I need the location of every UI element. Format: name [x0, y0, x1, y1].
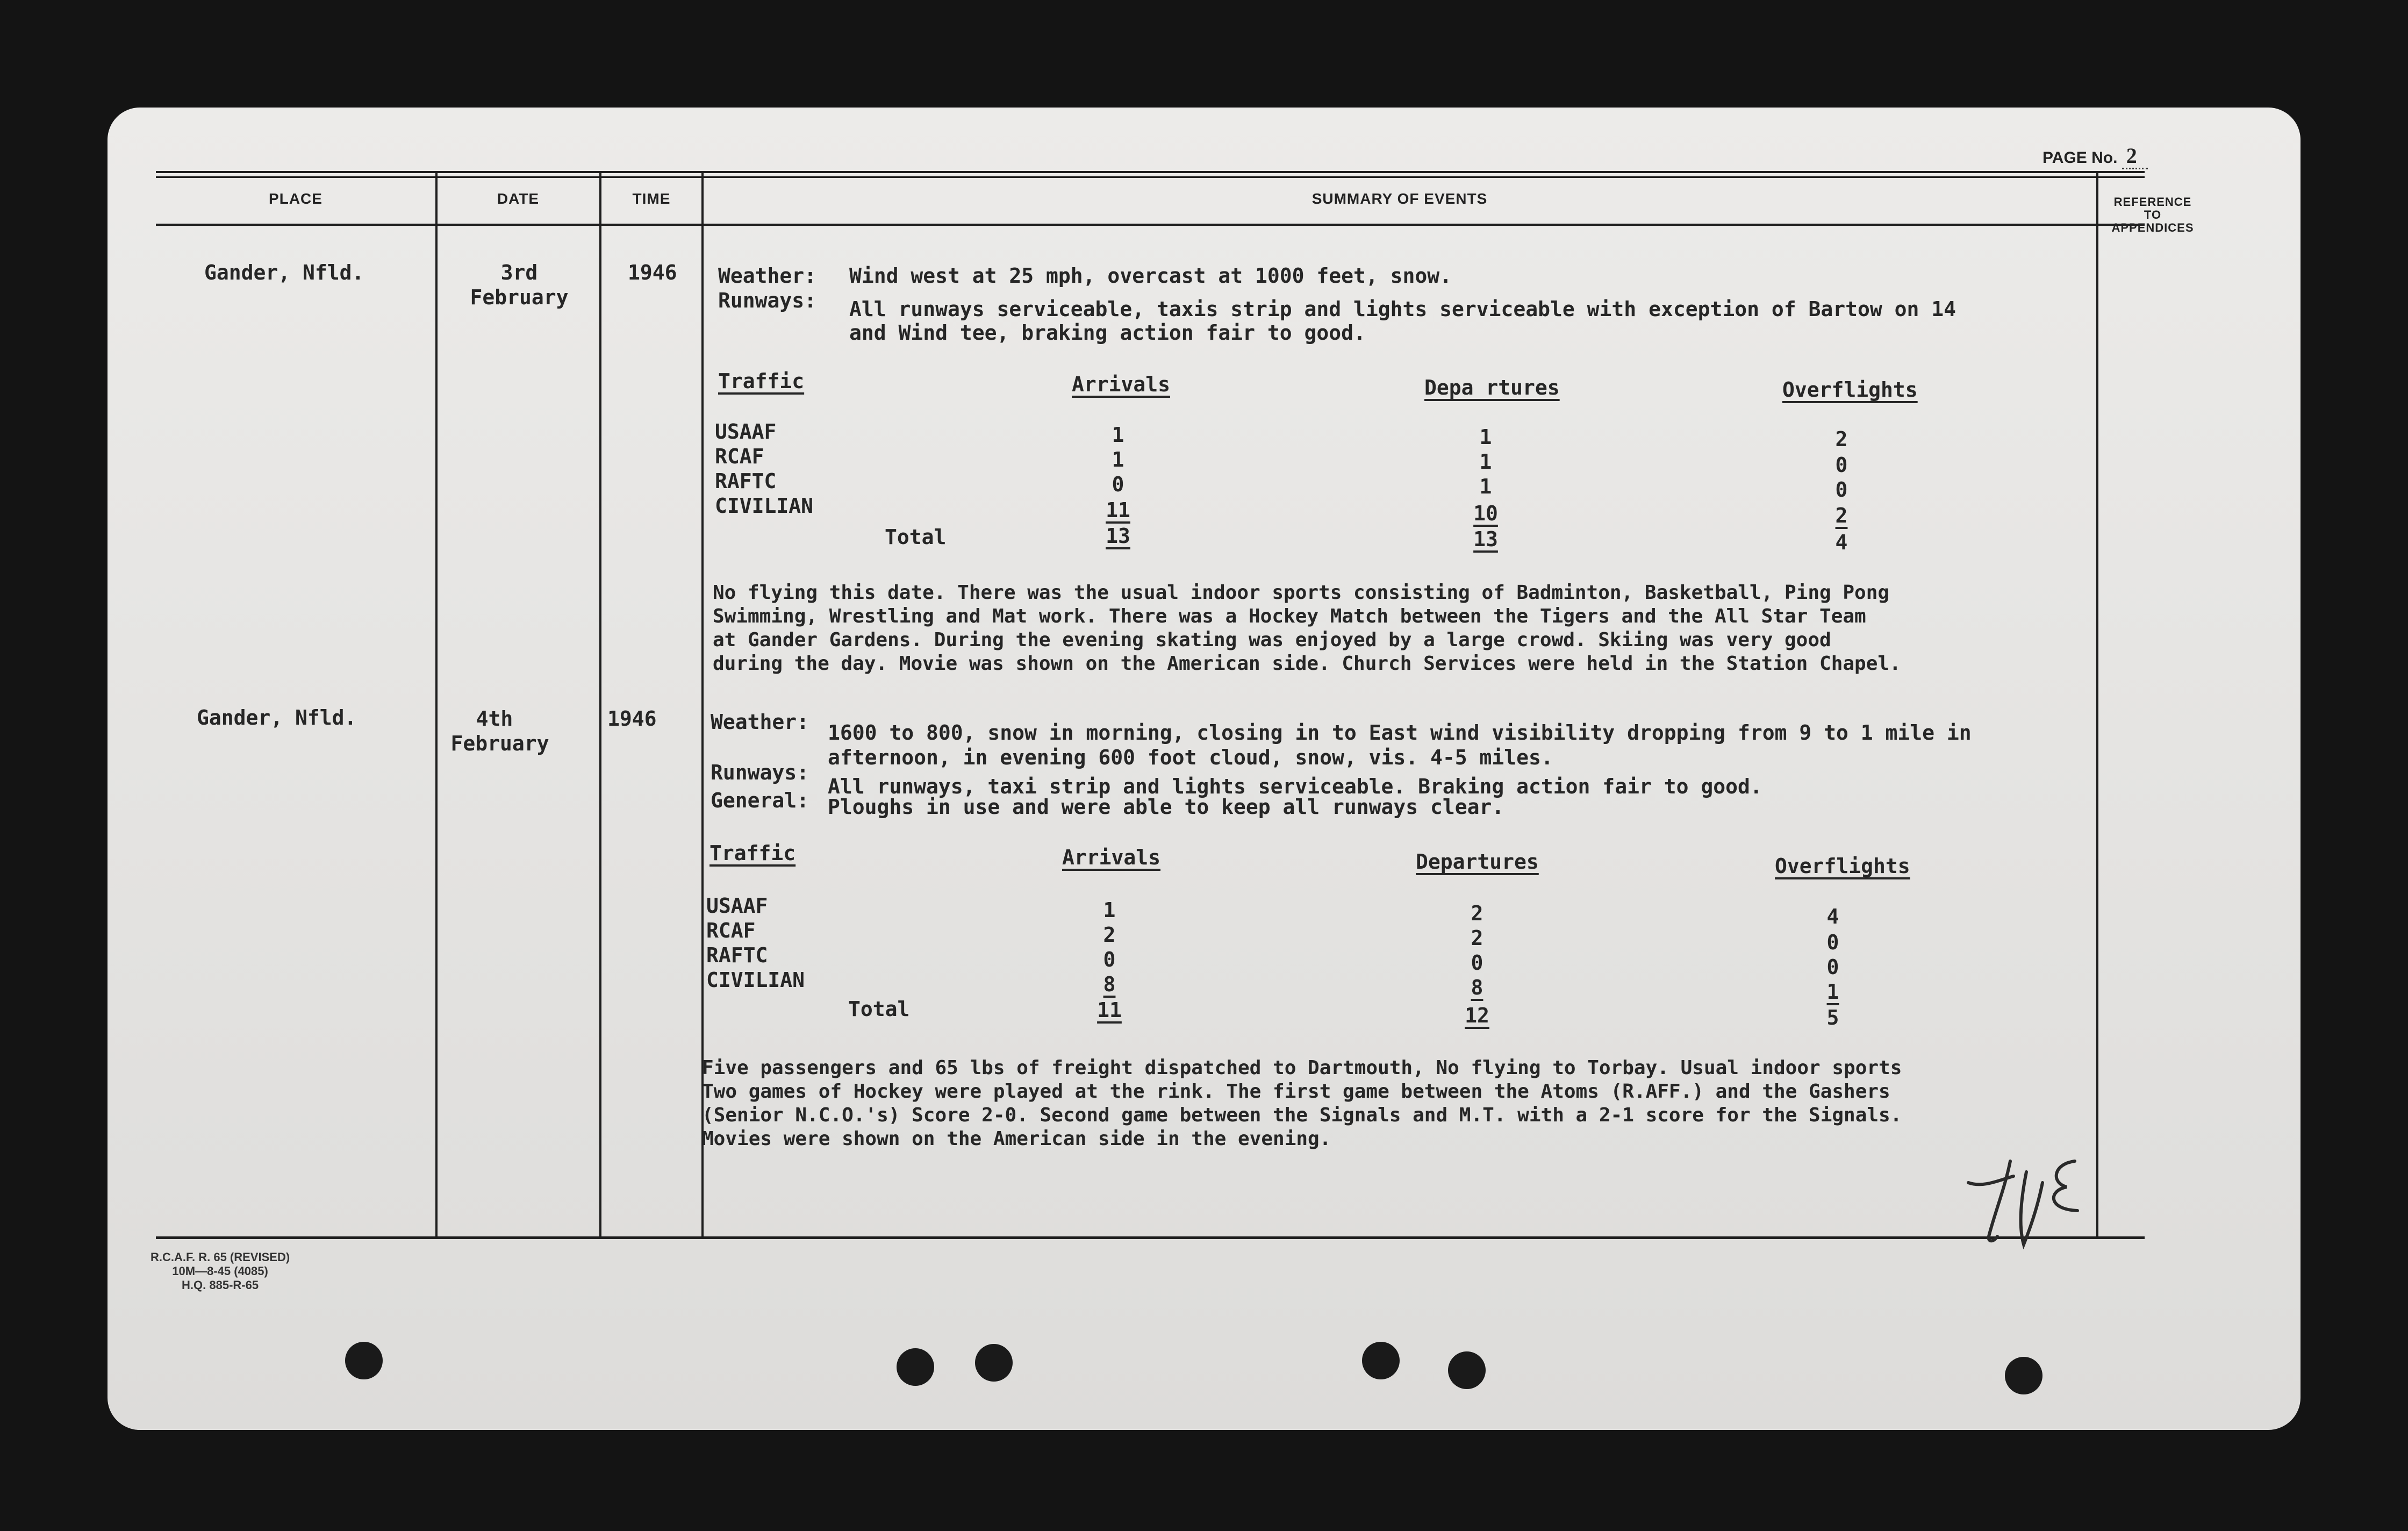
divider-date-time [599, 173, 601, 1237]
entry2-overflights-header: Overflights [1775, 854, 1910, 878]
entry1-row4-name: CIVILIAN [715, 494, 814, 518]
entry2-general-label: General: [711, 789, 809, 812]
entry2-row1-departures: 2 [1471, 902, 1484, 925]
entry1-row1-name: USAAF [715, 420, 777, 443]
entry2-traffic-header: Traffic [710, 841, 796, 865]
entry1-departures-header: Depa rtures [1424, 376, 1560, 399]
entry2-row1-arrivals: 1 [1103, 898, 1116, 922]
signature-initials [1962, 1150, 2086, 1253]
entry1-row1-arrivals: 1 [1112, 423, 1124, 447]
column-header-place: PLACE [269, 190, 322, 207]
punch-hole [975, 1344, 1013, 1382]
entry2-narrative-line2: Two games of Hockey were played at the rink. The first game between the Atoms (R.AFF.) and the Gashers [702, 1081, 1890, 1103]
entry1-date-day: 3rd [500, 261, 538, 284]
entry1-narrative-line1: No flying this date. There was the usual indoor sports consisting of Badminton, Basketball, Ping Pong [713, 582, 1890, 604]
entry2-general-text: Ploughs in use and were able to keep all runways clear. [828, 795, 1504, 819]
entry1-weather-label: Weather: [718, 264, 817, 288]
entry1-narrative-line2: Swimming, Wrestling and Mat work. There was a Hockey Match between the Tigers and the All Star Team [713, 605, 1866, 627]
page-number-value: 2 [2122, 144, 2148, 169]
entry1-row2-name: RCAF [715, 445, 764, 468]
entry1-date-month: February [470, 285, 569, 309]
entry2-row4-name: CIVILIAN [706, 968, 805, 992]
entry2-row2-overflights: 0 [1826, 931, 1839, 954]
entry1-row2-departures: 1 [1479, 450, 1492, 474]
form-identifier [150, 1250, 290, 1292]
punch-hole [1362, 1342, 1400, 1379]
entry1-runways-line1: All runways serviceable, taxis strip and lights serviceable with exception of Bartow on 14 [849, 297, 1956, 321]
column-header-summary: SUMMARY OF EVENTS [1312, 190, 1488, 207]
entry1-total-arrivals: 13 [1106, 524, 1130, 548]
entry2-row4-departures: 8 [1471, 976, 1484, 999]
entry1-row4-departures: 10 [1473, 502, 1498, 525]
punch-hole [2005, 1357, 2042, 1394]
column-header-date: DATE [497, 190, 540, 207]
column-header-time: TIME [632, 190, 671, 207]
entry1-row2-arrivals: 1 [1112, 448, 1124, 471]
entry2-row1-name: USAAF [706, 894, 768, 918]
entry2-total-departures: 12 [1465, 1004, 1489, 1027]
form-id-line2: 10M—8-45 (4085) [172, 1264, 268, 1278]
entry1-row2-overflights: 0 [1835, 453, 1848, 477]
entry1-total-overflights: 4 [1835, 531, 1848, 554]
entry2-row3-arrivals: 0 [1103, 948, 1116, 971]
entry2-date-month: February [450, 732, 549, 755]
entry1-traffic-header: Traffic [718, 369, 805, 393]
entry2-departures-header: Departures [1416, 850, 1539, 874]
entry1-row3-name: RAFTC [715, 469, 777, 493]
entry1-runways-line2: and Wind tee, braking action fair to good. [849, 321, 1366, 345]
divider-place-date [435, 173, 438, 1237]
entry2-row3-overflights: 0 [1826, 955, 1839, 979]
entry1-row3-overflights: 0 [1835, 478, 1848, 502]
entry2-row3-departures: 0 [1471, 951, 1484, 975]
entry2-weather-label: Weather: [711, 710, 809, 734]
entry2-row2-arrivals: 2 [1103, 923, 1116, 947]
entry2-place: Gander, Nfld. [197, 706, 357, 729]
punch-hole [345, 1342, 383, 1379]
page-number [2042, 143, 2148, 168]
entry2-row2-departures: 2 [1471, 926, 1484, 950]
column-header-reference: REFERENCE TO APPENDICES [2111, 195, 2194, 234]
entry2-arrivals-header: Arrivals [1062, 846, 1161, 869]
punch-hole [897, 1348, 934, 1386]
entry1-row3-departures: 1 [1479, 475, 1492, 498]
entry1-row4-overflights: 2 [1835, 504, 1848, 527]
form-id-line1: R.C.A.F. R. 65 (REVISED) [150, 1250, 290, 1264]
entry1-runways-label: Runways: [718, 289, 817, 312]
entry1-row1-overflights: 2 [1835, 427, 1848, 451]
entry2-date-day: 4th [476, 707, 513, 731]
entry1-row3-arrivals: 0 [1112, 473, 1124, 496]
entry2-narrative-line1: Five passengers and 65 lbs of freight dispatched to Dartmouth, No flying to Torbay. Usual indoor sports [702, 1057, 1902, 1079]
entry2-row3-name: RAFTC [706, 943, 768, 967]
entry2-row1-overflights: 4 [1826, 905, 1839, 928]
entry1-narrative-line4: during the day. Movie was shown on the American side. Church Services were held in the Station Chapel. [713, 653, 1901, 675]
entry1-narrative-line3: at Gander Gardens. During the evening skating was enjoyed by a large crowd. Skiing was very good [713, 629, 1831, 651]
entry1-row1-departures: 1 [1479, 425, 1492, 449]
bottom-rule [156, 1236, 2145, 1239]
entry2-row4-overflights: 1 [1826, 980, 1839, 1004]
entry1-time: 1946 [628, 261, 677, 284]
entry2-runways-label: Runways: [711, 761, 809, 784]
form-id-line3: H.Q. 885-R-65 [182, 1278, 259, 1292]
entry1-weather-text: Wind west at 25 mph, overcast at 1000 feet, snow. [849, 264, 1452, 288]
entry1-total-label: Total [885, 525, 947, 549]
entry2-row4-arrivals: 8 [1103, 972, 1116, 996]
entry2-weather-line1: 1600 to 800, snow in morning, closing in to East wind visibility dropping from 9 to 1 mile in [828, 721, 1972, 745]
entry2-total-label: Total [848, 997, 910, 1021]
entry2-narrative-line4: Movies were shown on the American side in the evening. [702, 1128, 1331, 1150]
entry1-overflights-header: Overflights [1782, 378, 1918, 402]
entry2-narrative-line3: (Senior N.C.O.'s) Score 2-0. Second game between the Signals and M.T. with a 2-1 score for the Signals. [702, 1104, 1902, 1126]
entry2-time: 1946 [607, 707, 657, 731]
entry1-place: Gander, Nfld. [204, 261, 364, 284]
entry1-row4-arrivals: 11 [1106, 498, 1130, 522]
divider-summary-reference [2096, 173, 2098, 1237]
top-rule [156, 171, 2145, 173]
header-bottom-rule [156, 224, 2145, 226]
entry1-total-departures: 13 [1473, 527, 1498, 551]
punch-hole [1448, 1351, 1486, 1389]
page-number-label: PAGE No. [2042, 149, 2118, 167]
entry2-row2-name: RCAF [706, 919, 756, 942]
entry2-total-overflights: 5 [1826, 1006, 1839, 1029]
entry2-total-arrivals: 11 [1097, 998, 1122, 1022]
entry2-runways-text: All runways, taxi strip and lights serviceable. Braking action fair to good. [828, 775, 1762, 798]
entry1-arrivals-header: Arrivals [1072, 373, 1171, 396]
top-rule-second [156, 176, 2145, 178]
entry2-weather-line2: afternoon, in evening 600 foot cloud, snow, vis. 4-5 miles. [828, 746, 1553, 769]
